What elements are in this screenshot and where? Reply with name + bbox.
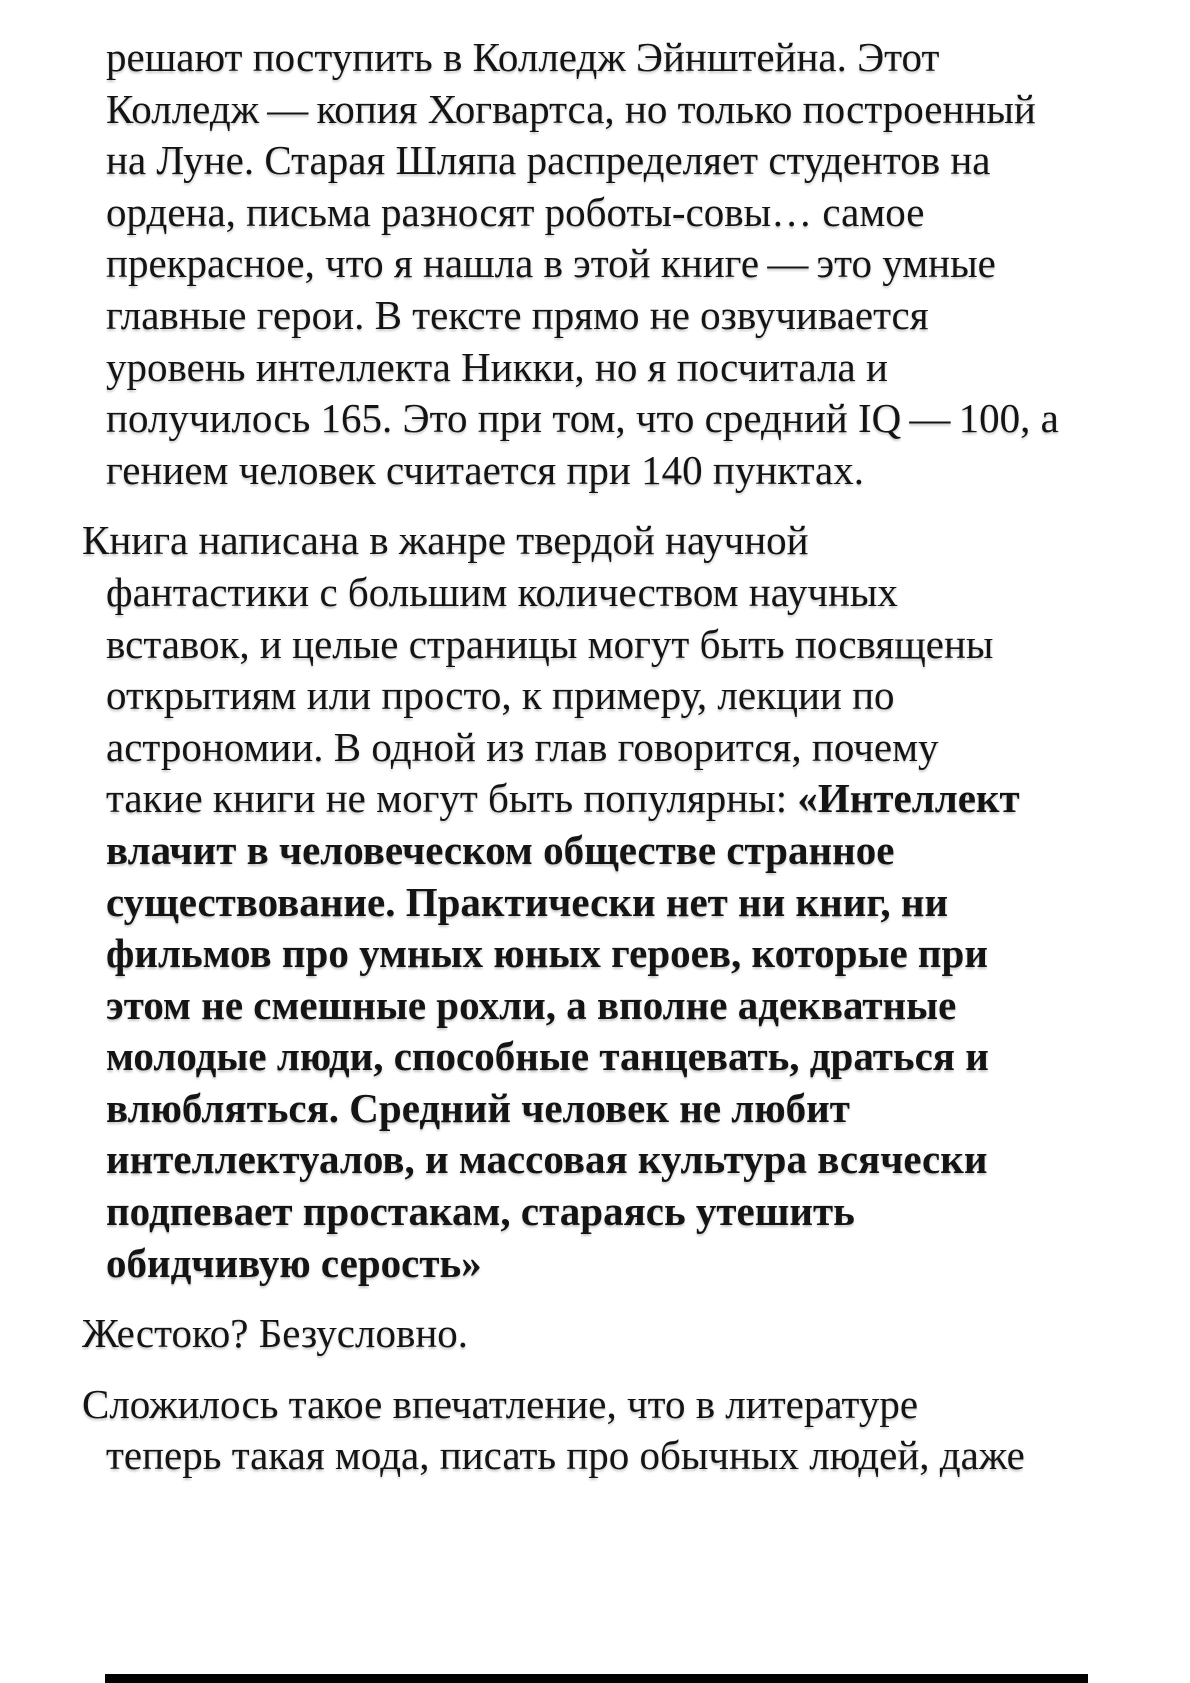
quote-text-line: интеллектуалов, и массовая культура всячески bbox=[106, 1136, 988, 1183]
quote-text-line: подпевает простакам, стараясь утешить bbox=[106, 1188, 855, 1235]
quote-text-line: фильмов про умных юных героев, которые при bbox=[106, 930, 988, 977]
quote-text-line: обидчивую серость» bbox=[106, 1239, 482, 1286]
quote-text-line: молодые люди, способные танцевать, драться и bbox=[106, 1033, 989, 1080]
text-line: уровень интеллекта Никки, но я посчитала и bbox=[106, 343, 888, 390]
paragraph-impression bbox=[82, 1379, 1132, 1482]
quote-text-line: существование. Практически нет ни книг, ни bbox=[106, 878, 949, 925]
paragraph-continued bbox=[106, 32, 1132, 496]
paragraph-genre bbox=[82, 515, 1132, 1289]
text-block bbox=[0, 32, 1190, 1501]
text-line: решают поступить в Колледж Эйнштейна. Этот bbox=[106, 34, 940, 80]
paragraph-remark bbox=[82, 1308, 1132, 1360]
text-line: теперь такая мода, писать про обычных людей, даже bbox=[106, 1432, 1025, 1479]
text-line: ордена, письма разносят роботы-совы… самое bbox=[106, 188, 925, 235]
quote-start-text: «Интеллект bbox=[797, 775, 1020, 822]
text-line-mixed bbox=[106, 773, 1132, 825]
quote-intro-text: такие книги не могут быть популярны: bbox=[106, 775, 798, 822]
text-line: получилось 165. Это при том, что средний IQ — 100, а bbox=[106, 395, 1059, 442]
text-line: вставок, и целые страницы могут быть посвящены bbox=[106, 620, 994, 667]
text-line: гением человек считается при 140 пунктах. bbox=[106, 446, 864, 493]
text-line: Жестоко? Безусловно. bbox=[82, 1310, 469, 1357]
text-line: Сложилось такое впечатление, что в литературе bbox=[82, 1380, 919, 1427]
text-line: астрономии. В одной из глав говорится, почему bbox=[106, 723, 939, 770]
text-line: прекрасное, что я нашла в этой книге — это умные bbox=[106, 240, 996, 287]
text-line: Книга написана в жанре твердой научной bbox=[82, 517, 809, 564]
bottom-black-bar bbox=[105, 1674, 1088, 1683]
quote-text-line: влюбляться. Средний человек не любит bbox=[106, 1084, 850, 1131]
text-line: Колледж — копия Хогвартса, но только построенный bbox=[106, 85, 1036, 132]
quote-text-line: влачит в человеческом обществе странное bbox=[106, 826, 895, 873]
text-line: главные герои. В тексте прямо не озвучивается bbox=[106, 291, 929, 338]
text-line: на Луне. Старая Шляпа распределяет студентов на bbox=[106, 137, 991, 184]
text-line: открытиям или просто, к примеру, лекции по bbox=[106, 672, 895, 719]
text-line: фантастики с большим количеством научных bbox=[106, 568, 898, 615]
quote-text-line: этом не смешные рохли, а вполне адекватные bbox=[106, 981, 957, 1028]
